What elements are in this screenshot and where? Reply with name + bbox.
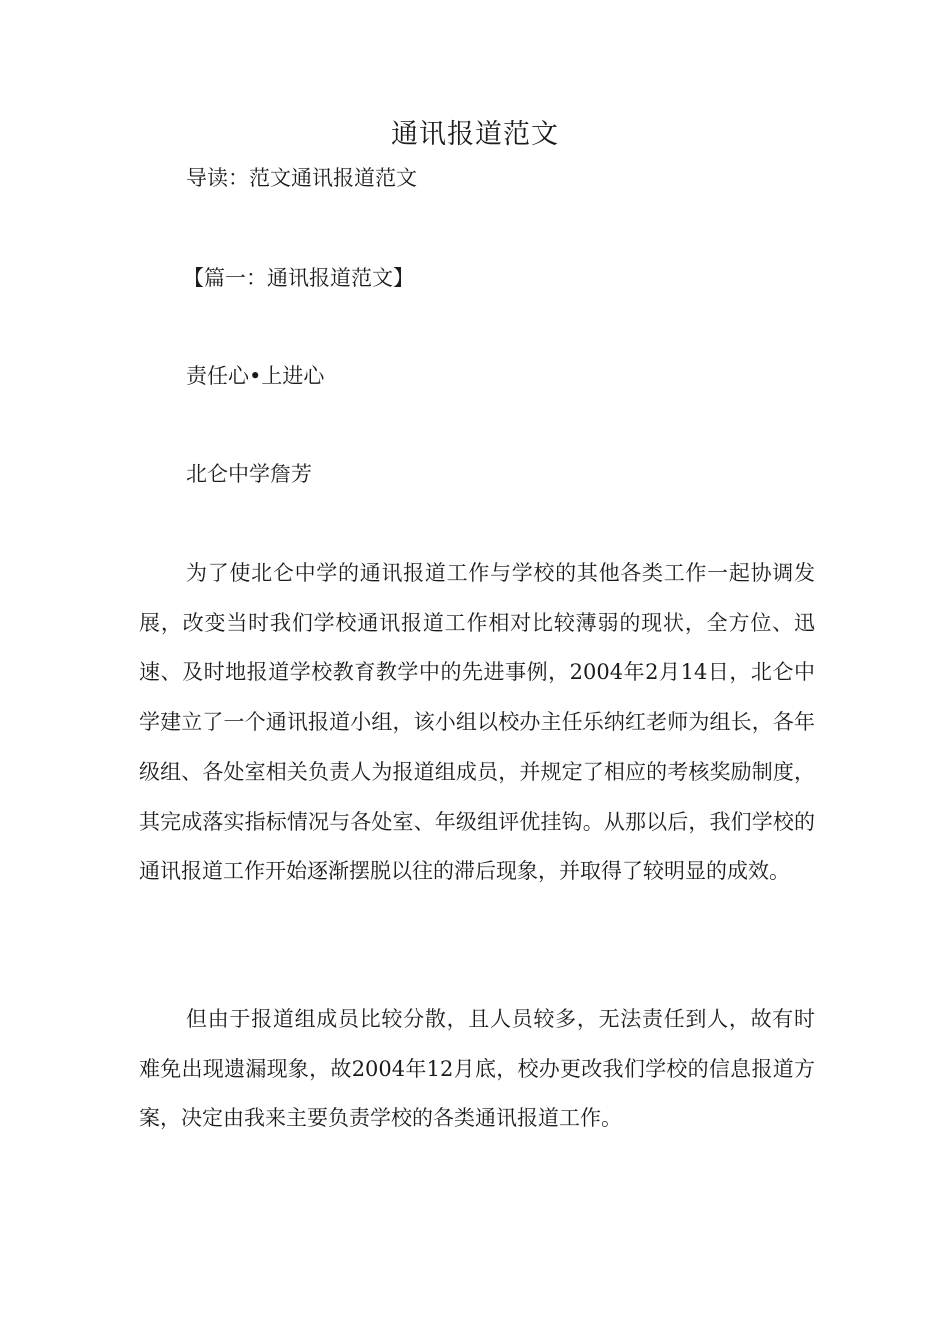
document-title: 通讯报道范文 [391,119,559,150]
author-line: 北仑中学詹芳 [186,462,312,486]
section-label: 【篇一：通讯报道范文】 [183,266,414,290]
body-paragraph: 但由于报道组成员比较分散，且人员较多，无法责任到人，故有时难免出现遗漏现象，故2004年12月底，校办更改我们学校的信息报道方案，决定由我来主要负责学校的各类通讯报道工作。 [139,1007,815,1131]
body-paragraph: 为了使北仑中学的通讯报道工作与学校的其他各类工作一起协调发展，改变当时我们学校通讯报道工作相对比较薄弱的现状，全方位、迅速、及时地报道学校教育教学中的先进事例，2004年2月14日，北仑中学建立了一个通讯报道小组，该小组以校办主任乐纳红老师为组长，各年级组、各处室相关负责人为报道组成员，并规定了相应的考核奖励制度，其完成落实指标情况与各处室、年级组评优挂钩。从那以后，我们学校的通讯报道工作开始逐渐摆脱以往的滞后现象，并取得了较明显的成效。 [139,561,815,884]
article-heading: 责任心•上进心 [186,364,325,388]
intro-line: 导读：范文通讯报道范文 [186,166,417,190]
